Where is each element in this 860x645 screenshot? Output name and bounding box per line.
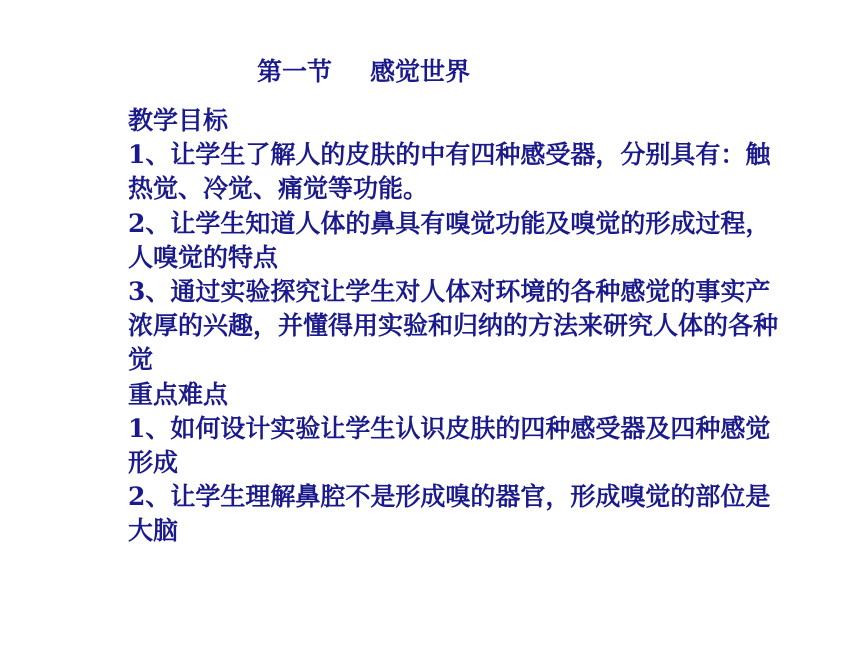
text-line: 人嗅觉的特点 [128,242,279,272]
section-title: 感觉世界 [370,57,471,86]
text-line: 热觉、冷觉、痛觉等功能。 [128,174,429,204]
text-line: 3、通过实验探究让学生对人体对环境的各种感觉的事实产 [128,276,771,306]
text-line: 1、让学生了解人的皮肤的中有四种感受器，分别具有：触 [128,140,771,170]
text-line: 形成 [128,447,179,477]
text-line: 大脑 [128,516,179,546]
section-number: 第一节 [257,57,333,86]
text-line: 2、让学生知道人体的鼻具有嗅觉功能及嗅觉的形成过程， [128,208,771,238]
slide-body [128,104,860,548]
text-line: 觉 [128,345,154,375]
text-line: 2、让学生理解鼻腔不是形成嗅的器官，形成嗅觉的部位是 [128,482,771,512]
slide-title [257,56,470,88]
heading-objectives: 教学目标 [128,106,229,135]
text-line: 1、如何设计实验让学生认识皮肤的四种感受器及四种感觉 [128,413,771,443]
text-line: 浓厚的兴趣，并懂得用实验和归纳的方法来研究人体的各种 [128,311,779,341]
heading-key-points: 重点难点 [128,379,229,409]
